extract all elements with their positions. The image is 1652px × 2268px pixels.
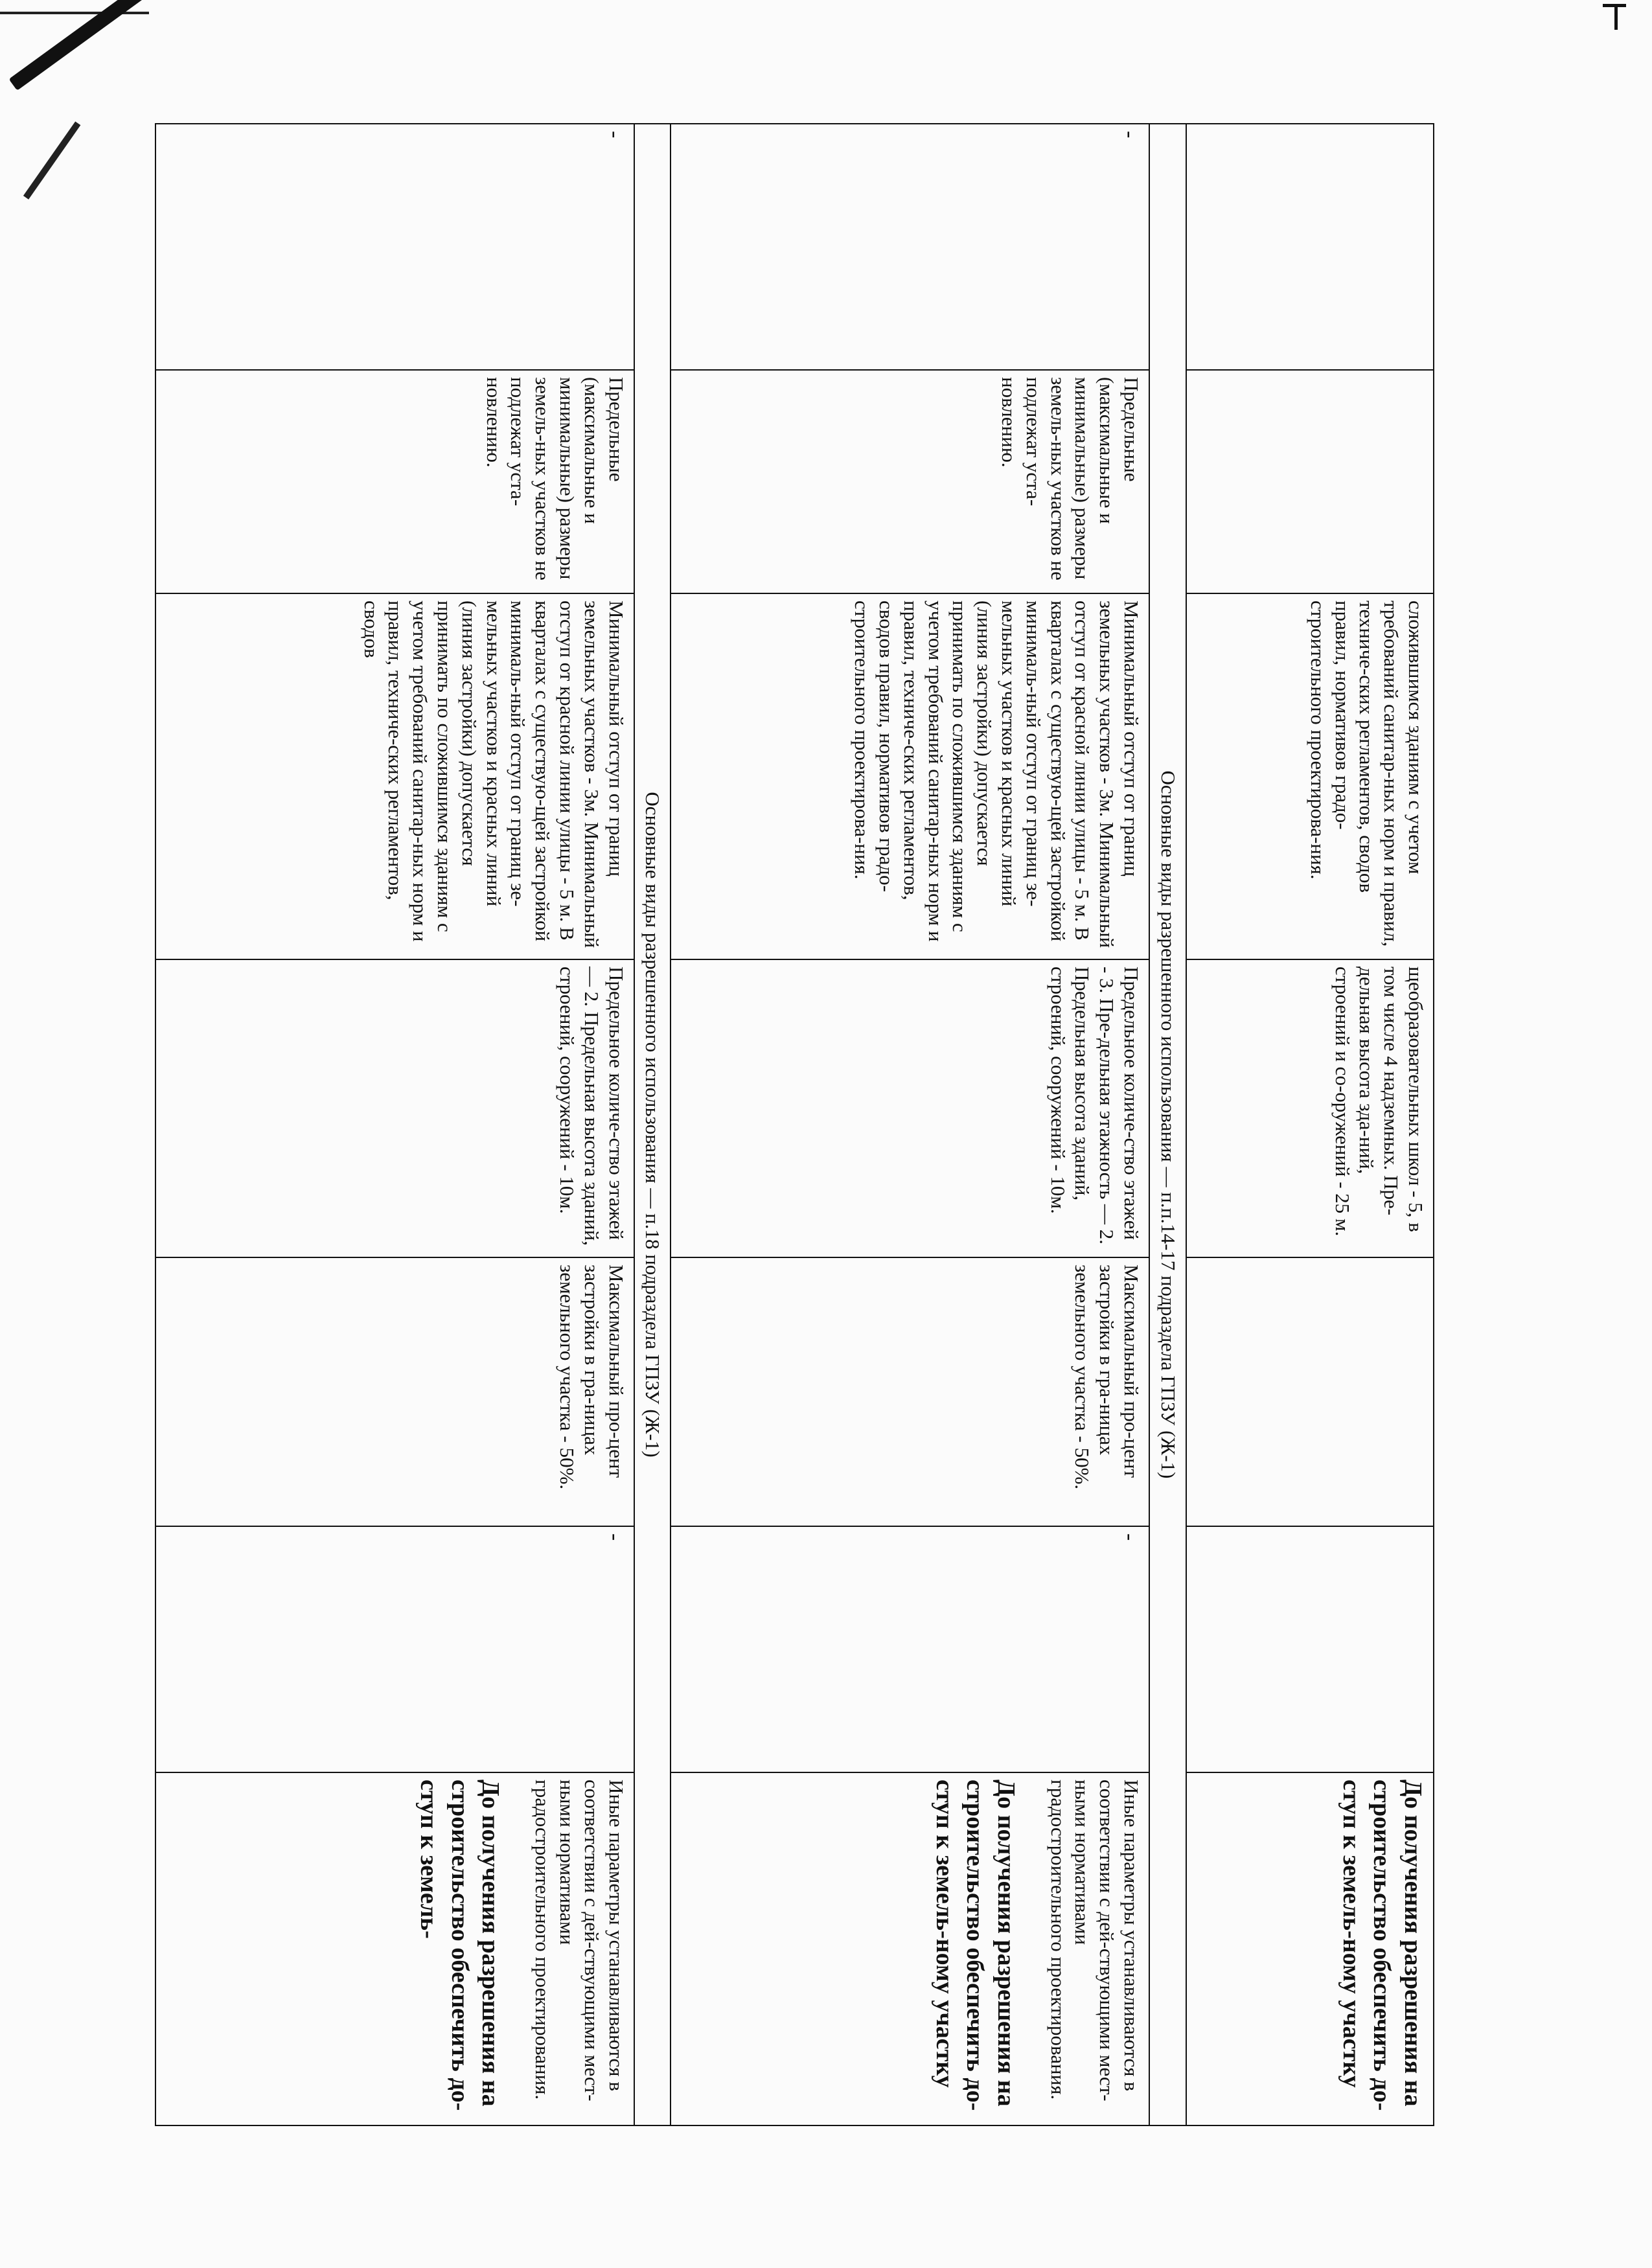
scan-corner-mark-vertical [1614,4,1618,30]
other-params-text: Иные параметры устанавливаются в соответствии с дей-ствующими мест-ными нормативами градостроительного проектирования. [1046,1780,1143,2102]
cell-setback-continuation: сложившимся зданиям с учетом требований санитар-ных норм и правил, техниче-ских регламентов, сводов правил, нормативов градо-строительного проектирова-ния. [1186,593,1434,959]
cell-plot-size: Предельные (максимальные и минимальные) размеры земель-ных участков не подлежат уста-новлению. [155,370,634,593]
cell-floors: Предельное количе-ство этажей — 2. Предельная высота зданий, строений, сооружений - 10м. [155,959,634,1257]
cell-empty [1186,1257,1434,1526]
cell-floors-continuation: щеобразовательных школ - 5, в том числе 4 надземных. Пре-дельная высота зда-ний, строений и со-оружений - 25 м. [1186,959,1434,1257]
cell-empty [1186,370,1434,593]
other-params-text: Иные параметры устанавливаются в соответствии с дей-ствующими мест-ными нормативами градостроительного проектирования. [531,1780,628,2102]
cell-dash: - [671,1526,1150,1772]
scan-mark-slash-small [23,121,80,199]
section-header-row [634,124,671,2125]
access-note: До получения разрешения на строительство обеспечить до-ступ к земель- [415,1780,505,2113]
cell-other-params [155,1772,634,2125]
gpzu-parameters-table [155,123,1434,2126]
cell-access-note: До получения разрешения на строительство обеспечить до-ступ к земель-ному участку [1186,1772,1434,2125]
cell-plot-size: Предельные (максимальные и минимальные) размеры земель-ных участков не подлежат уста-новлению. [671,370,1150,593]
section-title: Основные виды разрешенного использования — п.18 подраздела ГПЗУ (Ж-1) [634,124,671,2125]
table-row [155,124,634,2125]
section-title: Основные виды разрешенного использования — п.п.14-17 подраздела ГПЗУ (Ж-1) [1149,124,1186,2125]
cell-dash: - [155,1526,634,1772]
cell-coverage: Максимальный про-цент застройки в гра-ницах земельного участка - 50%. [155,1257,634,1526]
cell-empty [1186,124,1434,370]
cell-other-params [671,1772,1150,2125]
cell-setback: Минимальный отступ от границ земельных участков - 3м. Минимальный отступ от красной линии улицы - 5 м. В кварталах с существую-щей застройкой минималь-ный отступ от границ зе-мельных участков и красных линий (линия застройки) допускается принимать по сложившимся зданиям с учетом требований санитар-ных норм и правил, техниче-ских регламентов, сводов [155,593,634,959]
section-header-row [1149,124,1186,2125]
cell-empty [1186,1526,1434,1772]
cell-setback: Минимальный отступ от границ земельных участков - 3м. Минимальный отступ от красной линии улицы - 5 м. В кварталах с существую-щей застройкой минималь-ный отступ от границ зе-мельных участков и красных линий (линия застройки) допускается принимать по сложившимся зданиям с учетом требований санитар-ных норм и правил, техниче-ских регламентов, сводов правил, нормативов градо-строительного проектирова-ния. [671,593,1150,959]
cell-dash: - [671,124,1150,370]
cell-dash: - [155,124,634,370]
table-row-continuation [1186,124,1434,2125]
access-note: До получения разрешения на строительство обеспечить до-ступ к земель-ному участку [930,1780,1020,2113]
cell-floors: Предельное количе-ство этажей - 3. Пре-дельная этажность — 2. Предельная высота зданий, строений, сооружений - 10м. [671,959,1150,1257]
scan-edge-line [0,12,149,14]
cell-coverage: Максимальный про-цент застройки в гра-ницах земельного участка - 50%. [671,1257,1150,1526]
rotated-document-page [155,123,1434,2125]
table-row [671,124,1150,2125]
